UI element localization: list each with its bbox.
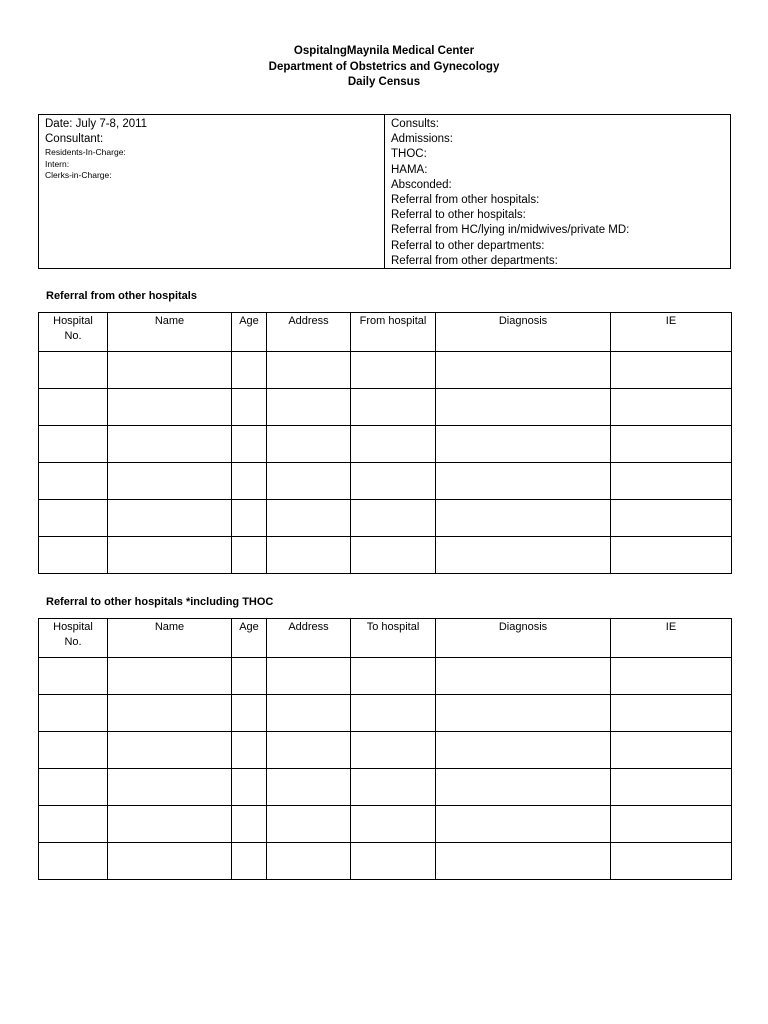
table-cell[interactable]: [351, 732, 436, 769]
table-cell[interactable]: [611, 806, 732, 843]
table-cell[interactable]: [108, 658, 232, 695]
intern-label: Intern:: [45, 158, 70, 169]
table-cell[interactable]: [232, 537, 267, 574]
staff-info: [39, 115, 385, 268]
table-cell[interactable]: [232, 463, 267, 500]
clerks-label: Clerks-in-Charge:: [45, 170, 112, 181]
table-cell[interactable]: [108, 806, 232, 843]
referral-from-table: [38, 312, 732, 574]
table-cell[interactable]: [267, 500, 351, 537]
table-cell[interactable]: [351, 658, 436, 695]
table-cell[interactable]: [436, 426, 611, 463]
table-cell[interactable]: [232, 658, 267, 695]
table-cell[interactable]: [351, 769, 436, 806]
referral-from-departments-label: Referral from other departments:: [391, 254, 558, 267]
table-cell[interactable]: [108, 769, 232, 806]
table-cell[interactable]: [436, 806, 611, 843]
column-header: IE: [611, 313, 732, 352]
table-cell[interactable]: [267, 806, 351, 843]
table-cell[interactable]: [232, 843, 267, 880]
table-cell[interactable]: [108, 352, 232, 389]
table-cell[interactable]: [108, 732, 232, 769]
table-cell[interactable]: [436, 463, 611, 500]
referral-to-departments-label: Referral to other departments:: [391, 239, 545, 252]
table-cell[interactable]: [351, 806, 436, 843]
table-cell[interactable]: [351, 695, 436, 732]
table-cell[interactable]: [267, 352, 351, 389]
column-header: Address: [267, 313, 351, 352]
table-cell[interactable]: [232, 352, 267, 389]
table-cell[interactable]: [267, 769, 351, 806]
table-cell[interactable]: [436, 352, 611, 389]
referral-from-hospitals-label: Referral from other hospitals:: [391, 194, 540, 207]
table-row: [39, 658, 732, 695]
table-header-row: [39, 313, 732, 352]
table-row: [39, 806, 732, 843]
referral-to-table: [38, 618, 732, 880]
table-cell[interactable]: [232, 732, 267, 769]
table-cell[interactable]: [267, 463, 351, 500]
table-cell[interactable]: [232, 695, 267, 732]
table-cell[interactable]: [39, 806, 108, 843]
table-cell[interactable]: [267, 658, 351, 695]
hama-label: HAMA:: [391, 163, 428, 176]
table-cell[interactable]: [267, 537, 351, 574]
column-header: Age: [232, 313, 267, 352]
table-cell[interactable]: [611, 426, 732, 463]
table-cell[interactable]: [351, 352, 436, 389]
table-cell[interactable]: [611, 463, 732, 500]
table-cell[interactable]: [611, 658, 732, 695]
table-cell[interactable]: [436, 537, 611, 574]
table-row: [39, 463, 732, 500]
table-cell[interactable]: [108, 389, 232, 426]
table-cell[interactable]: [39, 769, 108, 806]
table-cell[interactable]: [611, 352, 732, 389]
table-cell[interactable]: [39, 426, 108, 463]
referral-to-hospitals-label: Referral to other hospitals:: [391, 209, 526, 222]
column-header: Name: [108, 313, 232, 352]
table-cell[interactable]: [267, 389, 351, 426]
table-cell[interactable]: [611, 769, 732, 806]
table-cell[interactable]: [611, 500, 732, 537]
column-header: Name: [108, 619, 232, 658]
column-header: Age: [232, 619, 267, 658]
census-counts: [385, 115, 730, 268]
consults-label: Consults:: [391, 118, 439, 130]
table-cell[interactable]: [611, 389, 732, 426]
table-row: [39, 389, 732, 426]
column-header: Diagnosis: [436, 313, 611, 352]
table-cell[interactable]: [351, 537, 436, 574]
admissions-label: Admissions:: [391, 133, 453, 146]
table-cell[interactable]: [436, 389, 611, 426]
section-title-referral-from: Referral from other hospitals: [46, 290, 197, 302]
table-row: [39, 352, 732, 389]
table-cell[interactable]: [351, 389, 436, 426]
column-header: IE: [611, 619, 732, 658]
table-header-row: [39, 619, 732, 658]
column-header: From hospital: [351, 313, 436, 352]
table-cell[interactable]: [39, 658, 108, 695]
date-label: Date: July 7-8, 2011: [45, 118, 148, 130]
table-cell[interactable]: [351, 426, 436, 463]
table-cell[interactable]: [611, 732, 732, 769]
absconded-label: Absconded:: [391, 178, 452, 191]
table-cell[interactable]: [39, 500, 108, 537]
table-row: [39, 732, 732, 769]
table-cell[interactable]: [232, 500, 267, 537]
table-cell[interactable]: [436, 658, 611, 695]
document-header: [0, 44, 768, 91]
table-row: [39, 769, 732, 806]
section-title-referral-to: Referral to other hospitals *including THOC: [46, 596, 274, 608]
table-row: [39, 500, 732, 537]
table-row: [39, 537, 732, 574]
table-cell[interactable]: [108, 537, 232, 574]
table-cell[interactable]: [232, 426, 267, 463]
table-cell[interactable]: [351, 500, 436, 537]
table-cell[interactable]: [39, 352, 108, 389]
column-header: Address: [267, 619, 351, 658]
table-cell[interactable]: [351, 843, 436, 880]
table-cell[interactable]: [436, 500, 611, 537]
column-header: Hospital No.: [39, 619, 108, 658]
document-title: Daily Census: [347, 76, 421, 88]
table-row: [39, 695, 732, 732]
department-name: Department of Obstetrics and Gynecology: [268, 60, 500, 73]
census-info-box: [38, 114, 731, 269]
table-cell[interactable]: [436, 769, 611, 806]
table-cell[interactable]: [108, 500, 232, 537]
referral-to-rows: [39, 658, 732, 880]
table-row: [39, 843, 732, 880]
table-cell[interactable]: [232, 806, 267, 843]
table-cell[interactable]: [108, 463, 232, 500]
table-cell[interactable]: [39, 843, 108, 880]
table-cell[interactable]: [267, 426, 351, 463]
column-header: To hospital: [351, 619, 436, 658]
table-cell[interactable]: [39, 537, 108, 574]
column-header: Hospital No.: [39, 313, 108, 352]
table-cell[interactable]: [611, 843, 732, 880]
table-cell[interactable]: [232, 769, 267, 806]
table-cell[interactable]: [108, 843, 232, 880]
table-cell[interactable]: [267, 732, 351, 769]
table-cell[interactable]: [232, 389, 267, 426]
table-cell[interactable]: [611, 695, 732, 732]
table-cell[interactable]: [267, 843, 351, 880]
table-row: [39, 426, 732, 463]
table-cell[interactable]: [39, 695, 108, 732]
referral-from-rows: [39, 352, 732, 574]
table-cell[interactable]: [39, 463, 108, 500]
table-cell[interactable]: [436, 732, 611, 769]
table-cell[interactable]: [436, 843, 611, 880]
residents-label: Residents-In-Charge:: [45, 147, 126, 158]
column-header: Diagnosis: [436, 619, 611, 658]
consultant-label: Consultant:: [45, 133, 104, 146]
referral-from-hc-label: Referral from HC/lying in/midwives/private MD:: [391, 224, 630, 237]
table-cell[interactable]: [436, 695, 611, 732]
table-cell[interactable]: [39, 732, 108, 769]
table-cell[interactable]: [267, 695, 351, 732]
table-cell[interactable]: [108, 426, 232, 463]
thoc-label: THOC:: [391, 148, 427, 161]
table-cell[interactable]: [39, 389, 108, 426]
table-cell[interactable]: [611, 537, 732, 574]
hospital-name: OspitalngMaynila Medical Center: [293, 45, 475, 57]
table-cell[interactable]: [351, 463, 436, 500]
table-cell[interactable]: [108, 695, 232, 732]
